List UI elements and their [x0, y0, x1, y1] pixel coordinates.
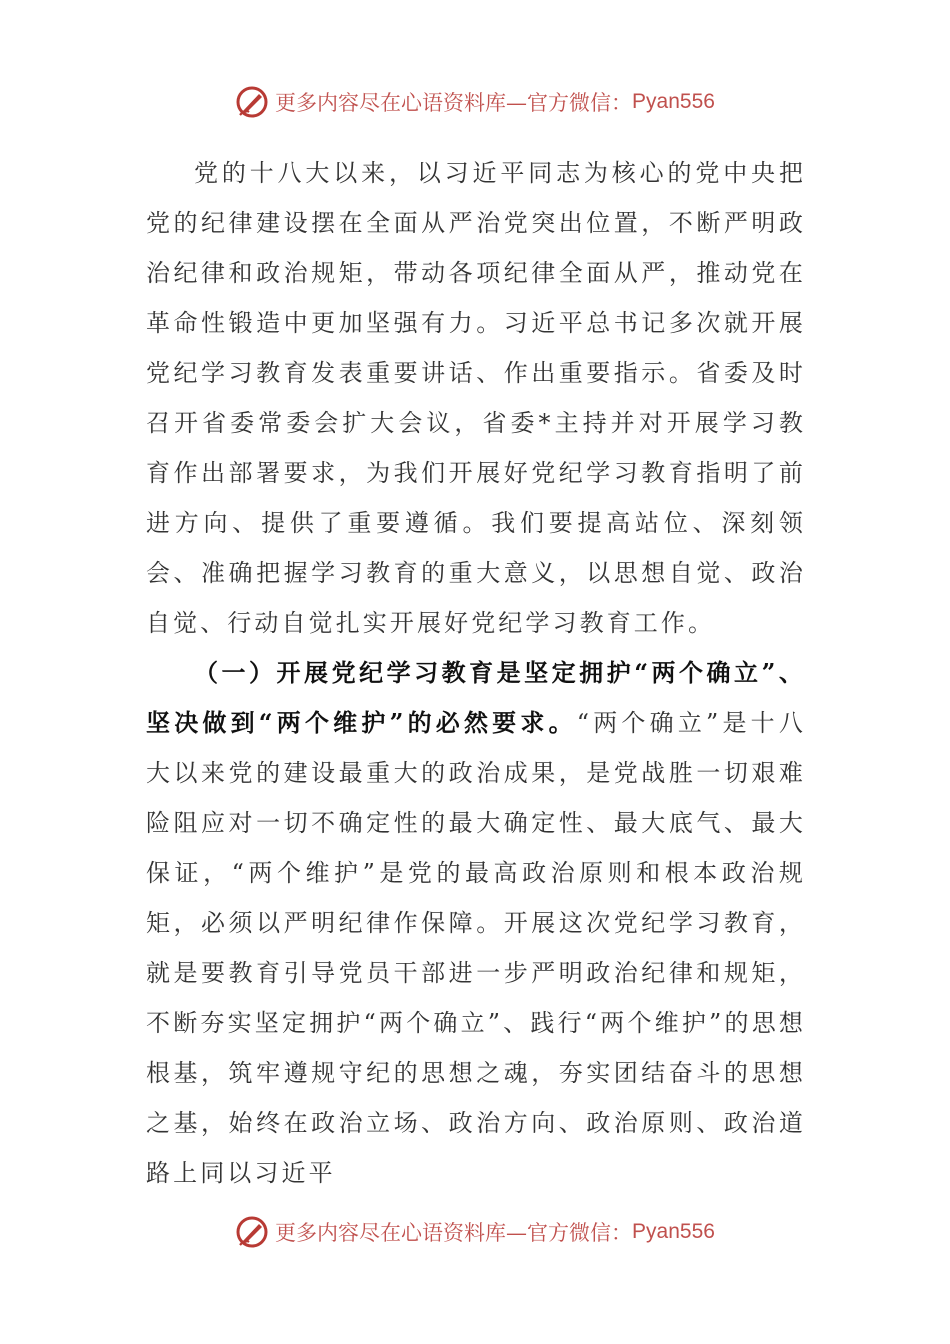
paragraph-intro: 党的十八大以来，以习近平同志为核心的党中央把党的纪律建设摆在全面从严治党突出位置，不断严明政治纪律和政治规矩，带动各项纪律全面从严，推动党在革命性锻造中更加坚强有力。习近平总书记多次就开展党纪学习教育发表重要讲话、作出重要指示。省委及时召开省委常委会扩大会议，省委*主持并对开展学习教育作出部署要求，为我们开展好党纪学习教育指明了前进方向、提供了重要遵循。我们要提高站位、深刻领会、准确把握学习教育的重大意义，以思想自觉、政治自觉、行动自觉扎实开展好党纪学习教育工作。	[146, 159, 806, 637]
section-one-text: “两个确立”是十八大以来党的建设最重大的政治成果，是党战胜一切艰难险阻应对一切不确定性的最大确定性、最大底气、最大保证，“两个维护”是党的最高政治原则和根本政治规矩，必须以严明纪律作保障。开展这次党纪学习教育，就是要教育引导党员干部进一步严明政治纪律和规矩，不断夯实坚定拥护“两个确立”、践行“两个维护”的思想根基，筑牢遵规守纪的思想之魂，夯实团结奋斗的思想之基，始终在政治立场、政治方向、政治原则、政治道路上同以习近平	[146, 709, 806, 1187]
document-body	[146, 148, 806, 1198]
footer-banner	[0, 1212, 950, 1252]
footer-wechat-id: Pyan556	[632, 1220, 715, 1243]
pen-logo-icon	[235, 85, 269, 119]
paragraph-section-one	[146, 648, 806, 1198]
pen-logo-icon	[235, 1215, 269, 1249]
header-banner	[0, 82, 950, 122]
footer-banner-text: 更多内容尽在心语资料库—官方微信：	[275, 1221, 633, 1245]
section-one-heading: （一）开展党纪学习教育是坚定拥护“两个确立”、坚决做到“两个维护”的必然要求。	[146, 658, 806, 737]
header-banner-text: 更多内容尽在心语资料库—官方微信：	[275, 91, 633, 115]
header-wechat-id: Pyan556	[632, 90, 715, 113]
